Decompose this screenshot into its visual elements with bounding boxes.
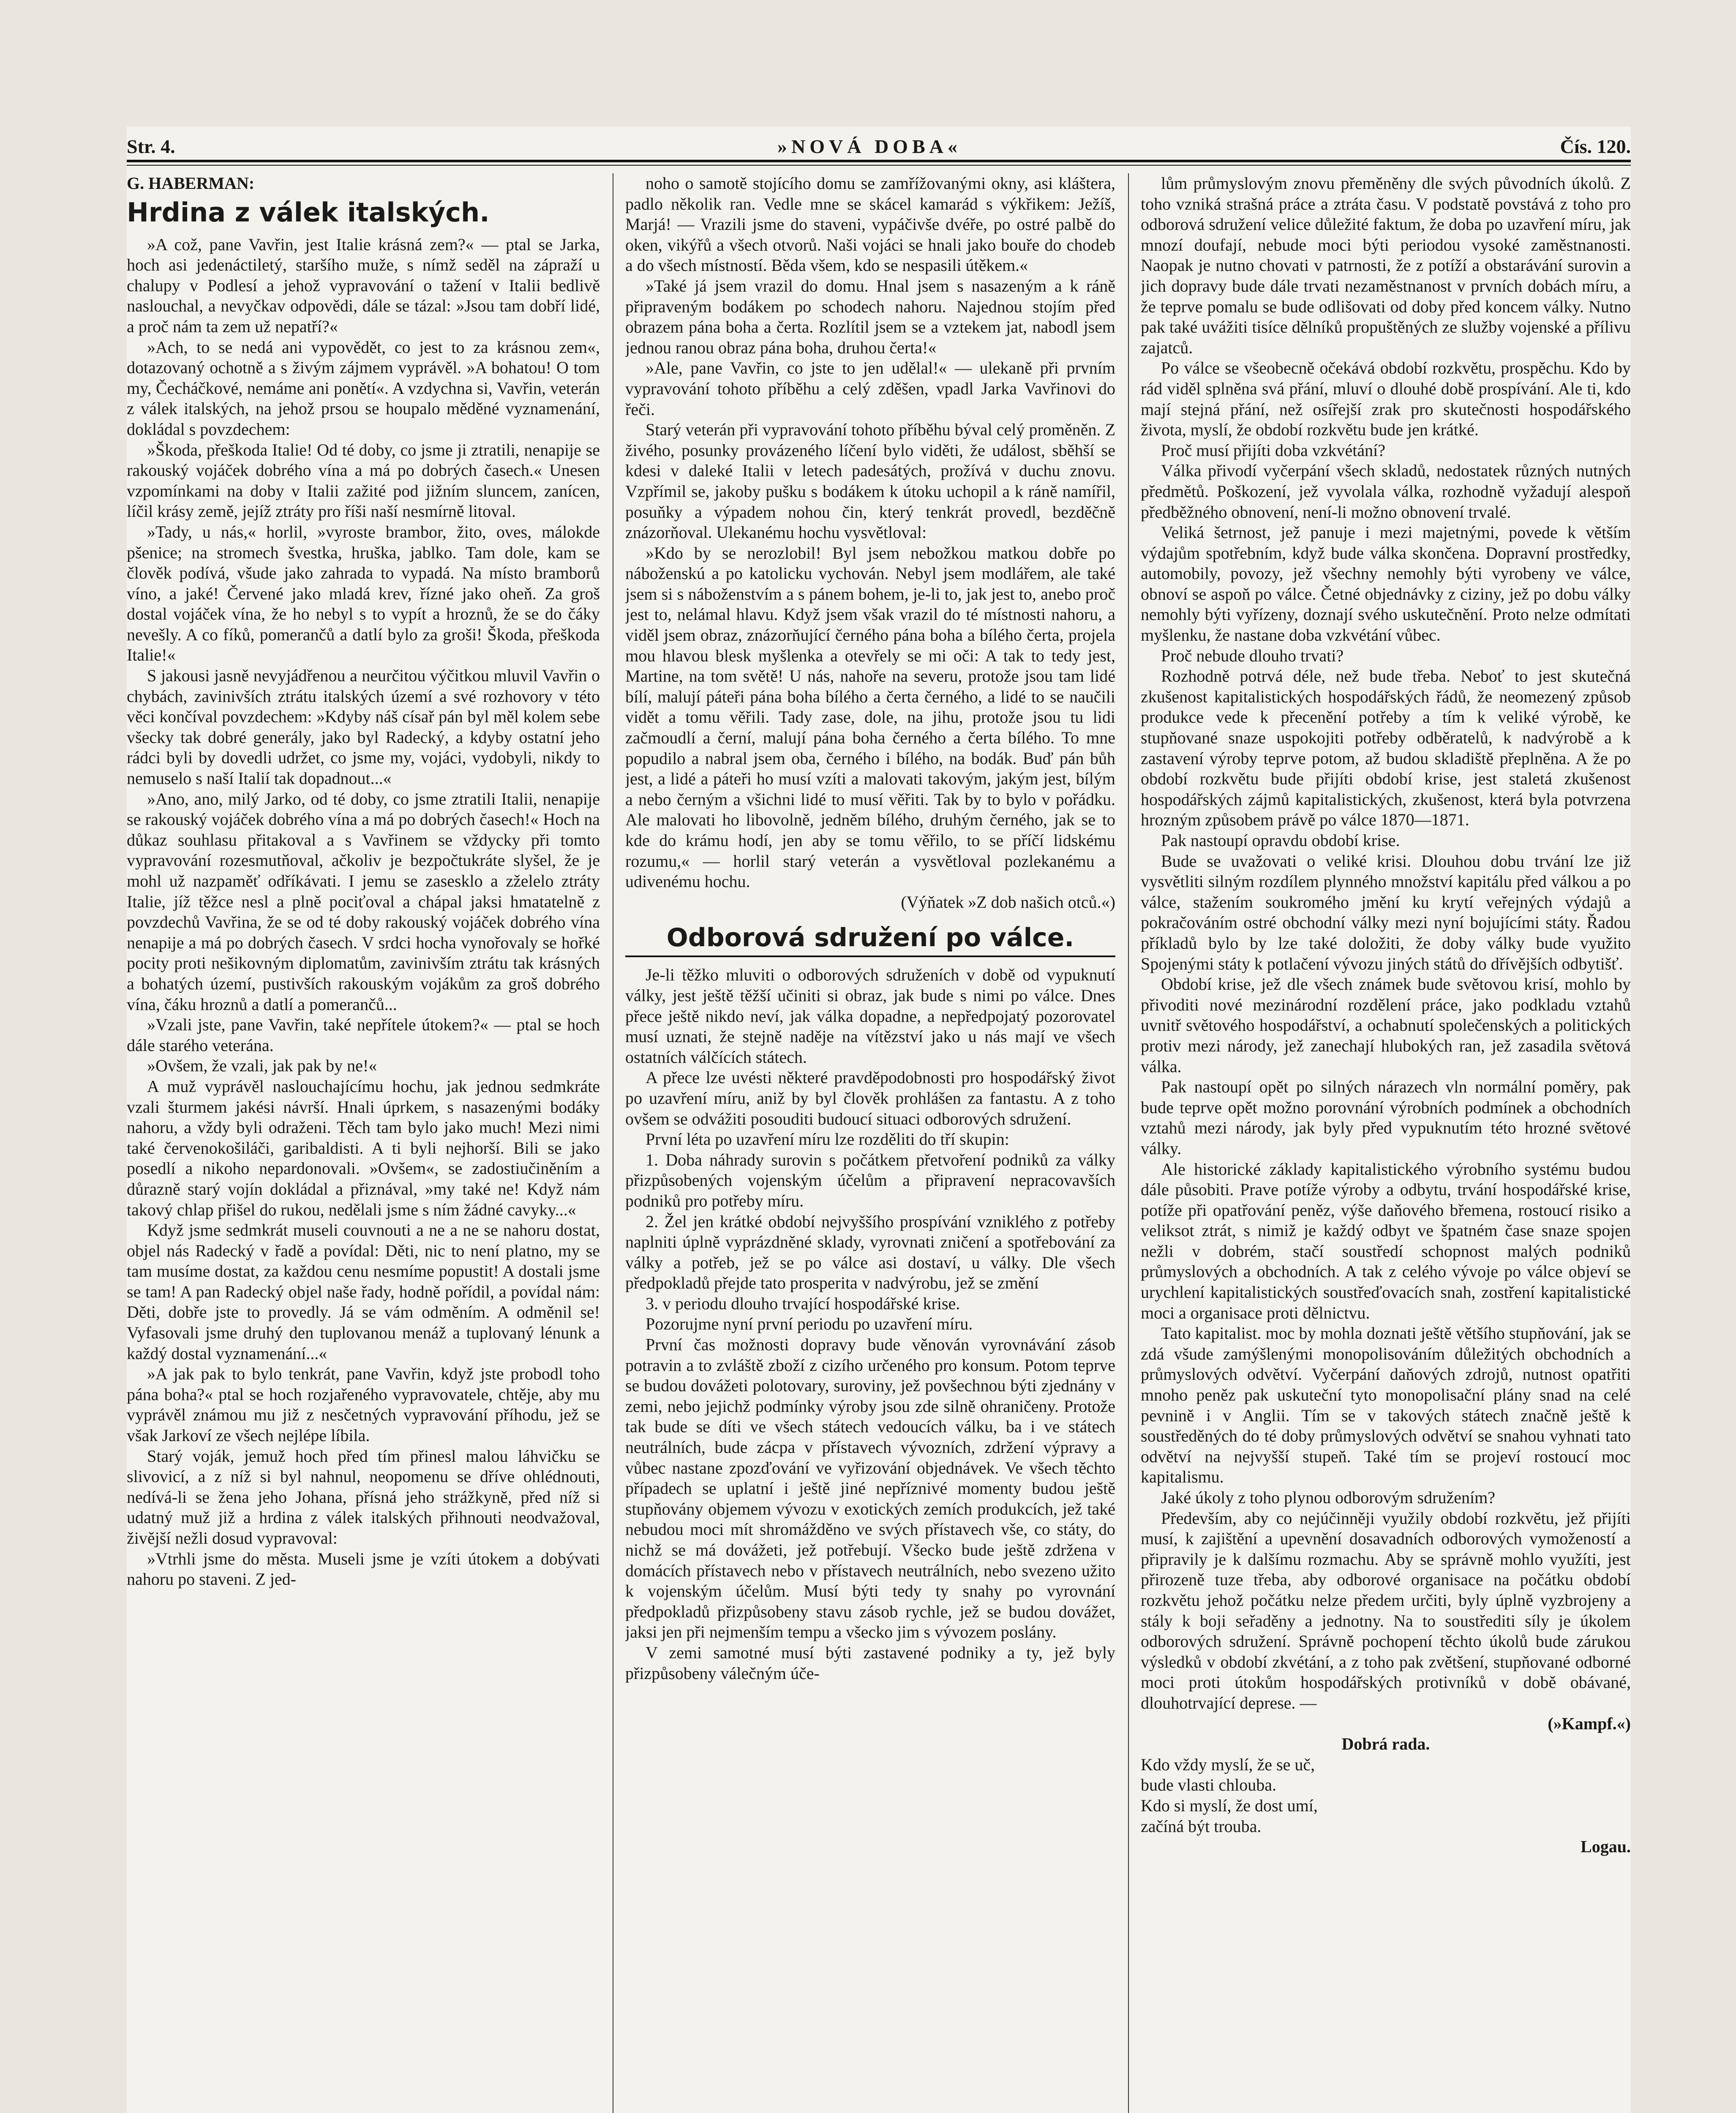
issue-number: Čís. 120. (1560, 136, 1631, 157)
paragraph: »A jak pak to bylo tenkrát, pane Vavřin, když jste probodl toho pána boha?« ptal se hoch rozjařeného vypravovatele, chtěje, aby mu vyprávěl známou mu již z nesčetných vypravování příhodu, jež se však Jarkoví ze všech nejlépe líbila. (127, 1364, 600, 1445)
article-source: (»Kampf.«) (1548, 1714, 1631, 1733)
paragraph: 3. v periodu dlouho trvající hospodářské krise. (646, 1294, 960, 1313)
paragraph: Pak nastoupí opět po silných nárazech vln normální poměry, pak bude teprve opět možno porovnání výrobních podmínek a obchodních vztahů mezi národy, jak byly před vypuknutím této hrozné světové války. (1141, 1077, 1631, 1158)
article-headline-2: Odborová sdružení po válce. (666, 923, 1074, 953)
paragraph: Po válce se všeobecně očekává období rozkvětu, prospěchu. Kdo by rád viděl splněna svá přání, mluví o dlouhé době prospívání. Ale ti, kdo mají stejná přání, než osířejší zrak pro skutečnosti hospodářského života, myslí, že období rozkvětu bude jen krátké. (1141, 358, 1631, 440)
article-body-2 (625, 965, 1115, 1684)
column-divider (1128, 173, 1129, 2113)
newspaper-page (127, 127, 1631, 2113)
column-3 (1141, 173, 1631, 2113)
paragraph: A přece lze uvésti některé pravděpodobnosti pro hospodářský život po uzavření míru, aniž by byl člověk prohlášen za fantastu. A z toho ovšem se odvážiti posouditi budoucí situaci odborových sdružení. (625, 1068, 1115, 1128)
paragraph: Jaké úkoly z toho plynou odborovým sdružením? (1161, 1488, 1495, 1507)
poem (1141, 1755, 1631, 1837)
paragraph: »Kdo by se nerozlobil! Byl jsem nebožkou matkou dobře po náboženskú a po katolicku vychován. Nebyl jsem modlářem, ale také jsem si s náboženstvím a s pánem bohem, je-li to, jak jest to, anebo proč jest to, nelámal hlavu. Když jsem však vrazil do té místnosti nahoru, a viděl jsem obraz, znázorňující černého pána boha a bílého čerta, projela mou hlavou blesk myšlenka a otevřely se mi oči: A tak to tedy jest, Martine, na tom světě! U nás, nahoře na severu, protože jsou tam lidé bílí, malují páteři pána boha bílého a čerta černého, a lidé to se naučili vidět a tomu věřili. Tady zase, dole, na jihu, protože jsou tu lidi začmoudlí a černí, malují pána boha černého a čerta bílého. To mne popudilo a nabral jsem oba, černého i bílého, na bodák. Buď pán bůh jest, a lidé a páteři ho musí vzíti a malovati takovým, jakým jest, bílým a nebo černým a všichni lidé to musí věřiti. Tak by to bylo v pořádku. Ale malovati ho libovolně, jedněm bílého, druhým černého, jak se to kde do krámu hodí, jen aby se tomu věřilo, to se příčí lidskému rozumu,« — horlil starý veterán a vysvětloval pozlekanému a udivenému hochu. (625, 543, 1115, 891)
paragraph: První čas možnosti dopravy bude věnován vyrovnávání zásob potravin a to zvláště zboží z cizího určeného pro konsum. Potom teprve se budou dovážeti polotovary, suroviny, jež povšechnou býti zjednány v zemi, nebo jejichž podmínky výroby jsou zde silně ohraničeny. Protože tak bude se díti ve všech státech vedoucích válku, ba i ve státech neutrálních, bude zácpa v přístavech vývozních, zdržení výpravy a vůbec nastane zpozďování ve vyřizování objednávek. Ve všech těchto případech se uplatní i ještě jiné nepříznivé momenty budou ještě stupňovány objemem vývozu v exotických zemích produkcích, jež také nebudou moci mít shromážděno ve svých přístavech vše, co státy, do nichž se má dovážeti, jež potřebují. Všecko bude ještě zdržena v domácích přístavech nebo v přístavech neutrálních, nebo svezeno užito k vojenským účelům. Musí býti tedy ty snahy po vyrovnání předpokladů přizpůsobeny stavu zásob rychle, jež se budou dovážet, jaksi jen při nejmenším tempu a všecko jim s vývozem poslány. (625, 1335, 1115, 1642)
column-2 (625, 173, 1115, 2113)
paragraph: Válka přivodí vyčerpání všech skladů, nedostatek různých nutných předmětů. Poškození, jež vyvolala válka, rozhodně vyžadují alespoň předběžného obnovení, není-li možno obnovení trvalé. (1141, 461, 1631, 521)
paragraph: Proč musí přijíti doba vzkvétání? (1161, 440, 1385, 460)
paragraph: Období krise, jež dle všech známek bude světovou krisí, mohlo by přivoditi nové mezinárodní rozdělení práce, jako podkladu vztahů uvnitř světového hospodářství, a ochabnutí společenských a politických protiv mezi národy, jež zanechají hlubokých ran, jež zasadila světová válka. (1141, 975, 1631, 1076)
paragraph: 1. Doba náhrady surovin s počátkem přetvoření podniků za války přizpůsobených vojenským účelům a připravení nepracovavších podniků pro potřeby míru. (625, 1150, 1115, 1210)
column-1 (127, 173, 600, 2113)
paragraph: Starý voják, jemuž hoch před tím přinesl malou láhvičku se slivovicí, a z níž si byl nahnul, neopomenu se dříve ohlédnouti, nedívá-li se žena jeho Johana, přísná jeho strážkyně, před níž si udatný muž již a hrdina z válek italských přihnouti neodvažoval, živější nežli dosud vypravoval: (127, 1446, 600, 1548)
article-headline: Hrdina z válek italských. (127, 197, 490, 228)
paragraph: (Výňatek »Z dob našich otců.«) (901, 892, 1115, 912)
article-body (625, 173, 1115, 912)
paragraph: »Škoda, přeškoda Italie! Od té doby, co jsme ji ztratili, nenapije se rakouský vojáček dobrého vína a má po dobrých časech.« Unesen vzpomínkami na doby v Italii zažité pod jižním sluncem, zanícen, líčil krásy země, jejíž ztráty pro říši naší nesmírně litoval. (127, 440, 600, 521)
page-number: Str. 4. (127, 136, 175, 157)
paragraph: První léta po uzavření míru lze rozděliti do tří skupin: (646, 1130, 1009, 1149)
paragraph: Je-li těžko mluviti o odborových sdruženích v době od vypuknutí války, jest ještě těžší učiniti si obraz, jak bude s nimi po válce. Dnes přece ještě nikdo neví, jak válka dopadne, a nepředpojatý pozorovatel musí uznati, že stejně naděje na vítězství jako u nás mají ve všech ostatních válčících státech. (625, 965, 1115, 1067)
paragraph: »Ovšem, že vzali, jak pak by ne!« (147, 1056, 377, 1076)
paragraph: S jakousi jasně nevyjádřenou a neurčitou výčitkou mluvil Vavřin o chybách, zavinivších ztrátu italských území a své rozhovory v této věci končíval povzdechem: »Kdyby náš císař pán byl měl kolem sebe všecky tak dobré generály, jako byl Radecký, a kdyby ostatní jeho rádci byli by dovedli udržet, co jsme my, vojáci, vydobyli, nikdy to nemuselo s naší Italií tak dopadnout...« (127, 666, 600, 788)
poem-line: Kdo si myslí, že dost umí, (1141, 1796, 1318, 1815)
paragraph: »Ano, ano, milý Jarko, od té doby, co jsme ztratili Italii, nenapije se rakouský vojáček dobrého vína a má po dobrých časech!« Hoch na důkaz souhlasu přitakoval a s Vavřinem se vždycky při tomto vypravování rozesmutňoval, ačkoliv je bezpočtukráte slyšel, že je mohl už nazpaměť odříkávati. I jemu se zasesklo a zželelo ztráty Italie, jíž těžce nesl a plně pociťoval a chápal jaksi hmatatelně z povzdechů Vavřina, že se od té doby rakouský vojáček dobrého vína nenapije a má po dobrých časech. V srdci hocha vynořovaly se hořké pocity proti nešikovným diplomatům, zavinivším ztrátu tak krásných a bohatých území, pustivších rakouským vojákům za groš dobrého vína, čáku hroznů a datlí a pomerančů... (127, 789, 600, 1014)
article-body-2 (1141, 173, 1631, 1714)
paragraph: Především, aby co nejúčinněji využily období rozkvětu, jež přijíti musí, k zajištění a upevnění dosavadních odborových vymožeností a připravily je k dalšímu rozmachu. Aby se správně mohlo využíti, jest přirozeně tuze třeba, aby odborové organisace na počátku období rozkvětu jehož počátku nelze předem určiti, byly úplně vyzbrojeny a stály k boji seřaděny a jednotny. Na to soustřediti síly je úkolem odborových sdružení. Správně pochopení těchto úkolů bude zárukou výsledků v období zkvétání, a z toho pak zvětšení, stupňované odborné moci proti útokům hospodářských protivníků v době obávané, dlouhotrvající deprese. — (1141, 1508, 1631, 1712)
poem-line: Kdo vždy myslí, že se uč, (1141, 1755, 1315, 1774)
paragraph: »Vtrhli jsme do města. Museli jsme je vzíti útokem a dobývati nahoru po staveni. Z jed- (127, 1549, 600, 1589)
paragraph: lům průmyslovým znovu přeměněny dle svých původních úkolů. Z toho vzniká strašná práce a ztráta času. V podstatě povstává z toho pro odborová sdružení velice důležité faktum, že doba po uzavření míru, jak mnozí doufají, nebude moci býti periodou vysoké zaměstnanosti. Naopak je nutno chovati v patrnosti, že z potíží a obstarávání surovin a jich dopravy bude dále trvati nezaměstnanost v prvních dobách míru, a že teprve pomalu se bude odlišovati od doby před koncem války. Nutno pak také uvážiti tisíce dělníků propuštěných ze služby vojenské a přílivu zajatců. (1141, 174, 1631, 357)
paragraph: Rozhodně potrvá déle, než bude třeba. Neboť to jest skutečná zkušenost kapitalistických hospodářských řádů, že neomezený způsob produkce vede k přecenění potřeby a tím k veliké výrobě, ke stupňované snaze uspokojiti potřeby odběratelů, k nadvýrobě a k zastavení výroby teprve potom, až budou skladiště přeplněna. A že po období rozkvětu bude přijíti období krise, jest staletá zkušenost hospodářských zájmů kapitalistických, zkušenost, která byla potvrzena hrozným způsobem právě po válce 1870—1871. (1141, 666, 1631, 830)
paragraph: »Vzali jste, pane Vavřin, také nepřítele útokem?« — ptal se hoch dále starého veterána. (127, 1015, 600, 1055)
paragraph: 2. Žel jen krátké období nejvyššího prospívání vzniklého z potřeby naplniti úplně vyprázdněné sklady, vyrovnati zničení a spotřebování za války a potřeb, jež se po válce asi dostaví, u války. Dle všech předpokladů přejde tato prosperita v nadvýrobu, jež se změní (625, 1212, 1115, 1293)
paragraph: Veliká šetrnost, jež panuje i mezi majetnými, povede k větším výdajům spotřebním, když bude válka skončena. Dopravní prostředky, automobily, povozy, jež všechny nemohly býti vyrobeny ve válce, obnoví se aspoň po válce. Četné objednávky z ciziny, jež po dobu války nemohly býti vyřízeny, doznají svého uskutečnění. Proto nelze odmítati myšlenku, že nastane doba vzkvétání vůbec. (1141, 523, 1631, 645)
paragraph: Když jsme sedmkrát museli couvnouti a ne a ne se nahoru dostat, objel nás Radecký v řadě a povídal: Děti, nic to není platno, my se tam musíme dostat, za každou cenu nesmíme popustit! A dostali jsme se tam! A pan Radecký objel naše řady, hodně pořídil, a povídal nám: Děti, dobře jste to provedly. Já se vám odměním. A odměnil se! Vyfasovali jsme druhý den tuplovanou menáž a tuplovaný lénunk a každý dostal vyznamenání...« (127, 1220, 600, 1363)
paragraph: »A což, pane Vavřin, jest Italie krásná zem?« — ptal se Jarka, hoch asi jedenáctiletý, staršího muže, s nímž seděl na zápraží u chalupy v Podlesí a jehož vypravování o tažení v Italii bedlivě naslouchal, a nevyčkav odpovědi, dále se tázal: »Jsou tam dobří lidé, a proč nám ta zem už nepatří?« (127, 235, 600, 336)
headline-rule (625, 955, 1115, 957)
paragraph: »Ach, to se nedá ani vypovědět, co jest to za krásnou zem«, dotazovaný ochotně a s živým zájmem vyprávěl. »A bohatou! O tom my, Čecháčkové, nemáme ani ponětí«. A vzdychna si, Vavřin, veterán z válek italských, na jehož prsou se houpalo měděné vyznamenání, dokládal s povzdechem: (127, 337, 600, 439)
paragraph: Proč nebude dlouho trvati? (1161, 646, 1344, 665)
paragraph: V zemi samotné musí býti zastavené podniky a ty, jež byly přizpůsobeny válečným úče- (625, 1643, 1115, 1683)
poem-line: bude vlasti chlouba. (1141, 1775, 1277, 1795)
poem-title: Dobrá rada. (1341, 1734, 1430, 1754)
article-body (127, 235, 600, 1590)
paragraph: A muž vyprávěl naslouchajícímu hochu, jak jednou sedmkráte vzali šturmem jakési návrší. Hnali úprkem, s nasazenými bodáky nahoru, a vždy byli odraženi. Těch tam bylo jako much! Mezi nimi také červenokošiláči, garibaldisti. A ti byli nejhorší. Bili se jako posedlí a nikoho nepardonovali. »Ovšem«, se zadostiučiněním a důrazně starý vojín dokládal a přiznával, »my také ne! Když nám takový chlap přišel do rukou, nedělali jsme s ním žádné cavyky...« (127, 1076, 600, 1219)
paragraph: Pak nastoupí opravdu období krise. (1161, 831, 1400, 850)
paragraph: Pozorujme nyní první periodu po uzavření míru. (646, 1314, 973, 1334)
poem-line: začíná být trouba. (1141, 1816, 1262, 1836)
masthead-rule-thin (127, 165, 1631, 166)
paragraph: Ale historické základy kapitalistického výrobního systému budou dále působiti. Prave potíže výroby a odbytu, trvání hospodářské krise, potíže při opatřování peněz, výše daňového břemena, rostoucí risiko a veliksot ztrát, s nimiž je každý odbyt ve špatném čase snaze spojen nežli v dobrém, stačí soustředí schopnost malých podniků průmyslových a obchodních. A tak z celého vývoje po válce objeví se urychlení kapitalistických soustřeďovacích snah, zostření kapitalistické moci a organisace proti dělnictvu. (1141, 1159, 1631, 1322)
paragraph: noho o samotě stojícího domu se zamřížovanými okny, asi kláštera, padlo několik ran. Vedle mne se skácel kamarád s výkřikem: Ježíš, Marjá! — Vrazili jsme do staveni, vypáčivše dvéře, po ostré palbě do oken, vikýřů a všech otvorů. Naši vojáci se hnali jako bouře do chodeb a do všech místností. Běda všem, kdo se nespasili útěkem.« (625, 174, 1115, 275)
paragraph: »Tady, u nás,« horlil, »vyroste brambor, žito, oves, málokde pšenice; na stromech švestka, hruška, jablko. Tam dole, kam se člověk podívá, všude jako zahrada to vypadá. Na místo bramborů víno, a jaké! Červené jako mladá krev, řízné jako oheň. Za groš dostal vojáček vína, že ho nebyl s to vypít a hroznů, že se do čáky nevešly. A co fíků, pomerančů a datlí bylo za groši! Škoda, přeškoda Italie!« (127, 522, 600, 665)
paragraph: Starý veterán při vypravování tohoto příběhu býval celý proměněn. Z živého, posunky provázeného líčení bylo viděti, že událost, sběhší se kdesi v daleké Italii v letech padesátých, prožívá v duchu znovu. Vzpřímil se, jakoby pušku s bodákem k útoku uchopil a k ráně namířil, posuňky a výpadem nohou čin, který tenkrát provedl, bezděčně znázorňoval. Ulekanému hochu vysvětloval: (625, 420, 1115, 542)
poem-author: Logau. (1581, 1837, 1631, 1856)
newspaper-title: »NOVÁ DOBA« (777, 136, 962, 157)
paragraph: »Ale, pane Vavřin, co jste to jen udělal!« — ulekaně při prvním vypravování tohoto příběhu a celý zděšen, vpadl Jarka Vavřinovi do řeči. (625, 358, 1115, 419)
paragraph: »Také já jsem vrazil do domu. Hnal jsem s nasazeným a k ráně připraveným bodákem po schodech nahoru. Najednou stojím před obrazem pána boha a čerta. Rozlítil jsem se a vztekem jat, nabodl jsem jednou ranou obraz pána boha, druhou čerta!« (625, 276, 1115, 357)
paragraph: Bude se uvažovati o veliké krisi. Dlouhou dobu trvání lze již vysvětliti silným rozdílem plynného množství kapitálu před válkou a po válce, stažením soukromého jmění ku krytí veřejných výdajů a pokračováním ostré obchodní války mezi nyní bojujícími státy. Řadou příkladů bylo by lze také doložiti, že doby války bude využito Spojenými státy k potlačení vývozu jiných států do dřívějších odbytišť. (1141, 851, 1631, 973)
article-author: G. HABERMAN: (127, 174, 255, 193)
paragraph: Tato kapitalist. moc by mohla doznati ještě většího stupňování, jak se zdá všude zamýšlenými monopolisováním důležitých obchodních a průmyslových odvětví. Vyčerpání daňových zdrojů, nutnost opatřiti mnoho peněz pak uskuteční tyto monopolisační plány snad na celé pevnině i v Anglii. Tím se v takových státech značně ještě k soustředěných do té doby průmyslových odvětví se snahou vyhnati tato odvětví na nejvyšší stupeň. Také tím se projeví rostoucí moc kapitalismu. (1141, 1324, 1631, 1487)
masthead-rule (127, 160, 1631, 162)
